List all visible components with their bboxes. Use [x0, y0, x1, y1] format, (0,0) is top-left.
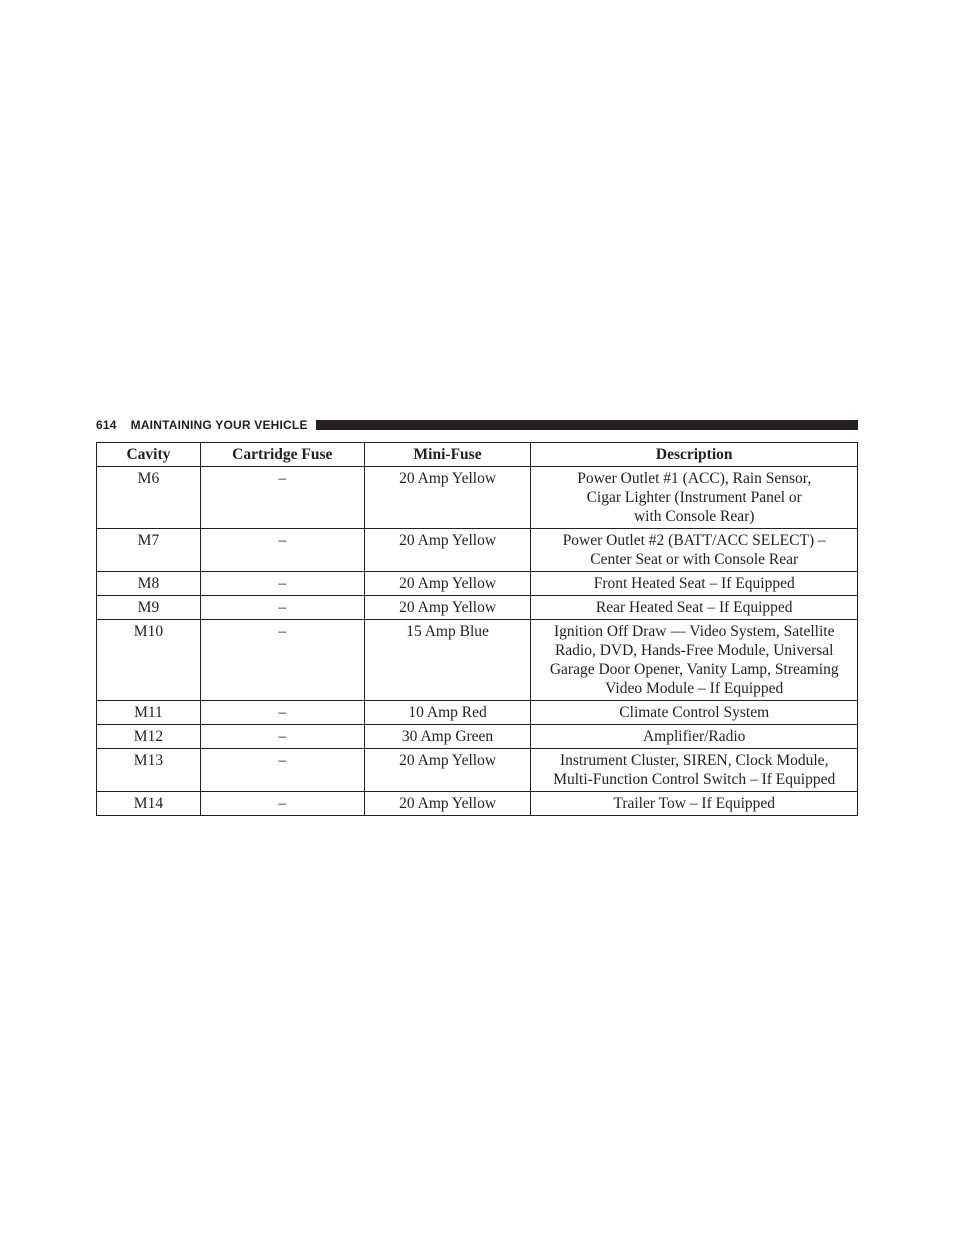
description-line: Amplifier/Radio	[642, 728, 746, 745]
cell-description	[531, 725, 858, 749]
description-line: Power Outlet #1 (ACC), Rain Sensor,	[577, 470, 812, 487]
table-row	[97, 725, 858, 749]
description-line: Rear Heated Seat – If Equipped	[595, 599, 793, 616]
table-row	[97, 620, 858, 701]
cell-cartridge-fuse: –	[200, 749, 364, 792]
cell-description	[531, 749, 858, 792]
cell-mini-fuse: 30 Amp Green	[364, 725, 531, 749]
description-line: Front Heated Seat – If Equipped	[593, 575, 795, 592]
cell-description	[531, 701, 858, 725]
cell-mini-fuse: 20 Amp Yellow	[364, 749, 531, 792]
cell-cavity: M12	[97, 725, 201, 749]
cell-cavity: M14	[97, 792, 201, 816]
cell-mini-fuse: 20 Amp Yellow	[364, 467, 531, 529]
description-line: Video Module – If Equipped	[605, 680, 784, 697]
header-rule	[316, 420, 858, 430]
cell-description	[531, 792, 858, 816]
cell-mini-fuse: 20 Amp Yellow	[364, 792, 531, 816]
table-row	[97, 572, 858, 596]
table-row	[97, 529, 858, 572]
cell-cartridge-fuse: –	[200, 596, 364, 620]
cell-mini-fuse: 10 Amp Red	[364, 701, 531, 725]
table-row	[97, 792, 858, 816]
cell-description	[531, 620, 858, 701]
description-line: with Console Rear)	[633, 508, 755, 525]
description-line: Instrument Cluster, SIREN, Clock Module,	[559, 752, 829, 769]
column-header-mini-fuse: Mini-Fuse	[364, 443, 531, 467]
description-line: Radio, DVD, Hands-Free Module, Universal	[554, 642, 834, 659]
cell-mini-fuse: 20 Amp Yellow	[364, 572, 531, 596]
cell-mini-fuse: 20 Amp Yellow	[364, 596, 531, 620]
cell-cavity: M13	[97, 749, 201, 792]
column-header-description: Description	[531, 443, 858, 467]
description-line: Power Outlet #2 (BATT/ACC SELECT) –	[562, 532, 826, 549]
table-row	[97, 749, 858, 792]
cell-description	[531, 596, 858, 620]
description-line: Ignition Off Draw — Video System, Satellite	[553, 623, 835, 640]
cell-cavity: M7	[97, 529, 201, 572]
cell-cartridge-fuse: –	[200, 529, 364, 572]
fuse-table	[96, 442, 858, 816]
section-title: MAINTAINING YOUR VEHICLE	[130, 418, 308, 432]
column-header-cavity: Cavity	[97, 443, 201, 467]
table-row	[97, 467, 858, 529]
description-line: Center Seat or with Console Rear	[590, 551, 799, 568]
column-header-cartridge-fuse: Cartridge Fuse	[200, 443, 364, 467]
page-header	[96, 417, 858, 433]
table-row	[97, 596, 858, 620]
description-line: Multi-Function Control Switch – If Equipped	[553, 771, 836, 788]
cell-cartridge-fuse: –	[200, 792, 364, 816]
cell-cavity: M9	[97, 596, 201, 620]
cell-cartridge-fuse: –	[200, 467, 364, 529]
description-line: Climate Control System	[619, 704, 770, 721]
table-body	[97, 467, 858, 816]
cell-cavity: M10	[97, 620, 201, 701]
cell-mini-fuse: 20 Amp Yellow	[364, 529, 531, 572]
table-header-row	[97, 443, 858, 467]
cell-cartridge-fuse: –	[200, 725, 364, 749]
description-line: Cigar Lighter (Instrument Panel or	[586, 489, 802, 506]
cell-cavity: M8	[97, 572, 201, 596]
cell-cartridge-fuse: –	[200, 572, 364, 596]
cell-cartridge-fuse: –	[200, 701, 364, 725]
cell-description	[531, 572, 858, 596]
description-line: Garage Door Opener, Vanity Lamp, Streaming	[549, 661, 839, 678]
cell-mini-fuse: 15 Amp Blue	[364, 620, 531, 701]
cell-cartridge-fuse: –	[200, 620, 364, 701]
cell-cavity: M6	[97, 467, 201, 529]
table-row	[97, 701, 858, 725]
page-number: 614	[96, 418, 117, 432]
cell-cavity: M11	[97, 701, 201, 725]
cell-description	[531, 529, 858, 572]
cell-description	[531, 467, 858, 529]
description-line: Trailer Tow – If Equipped	[613, 795, 776, 812]
